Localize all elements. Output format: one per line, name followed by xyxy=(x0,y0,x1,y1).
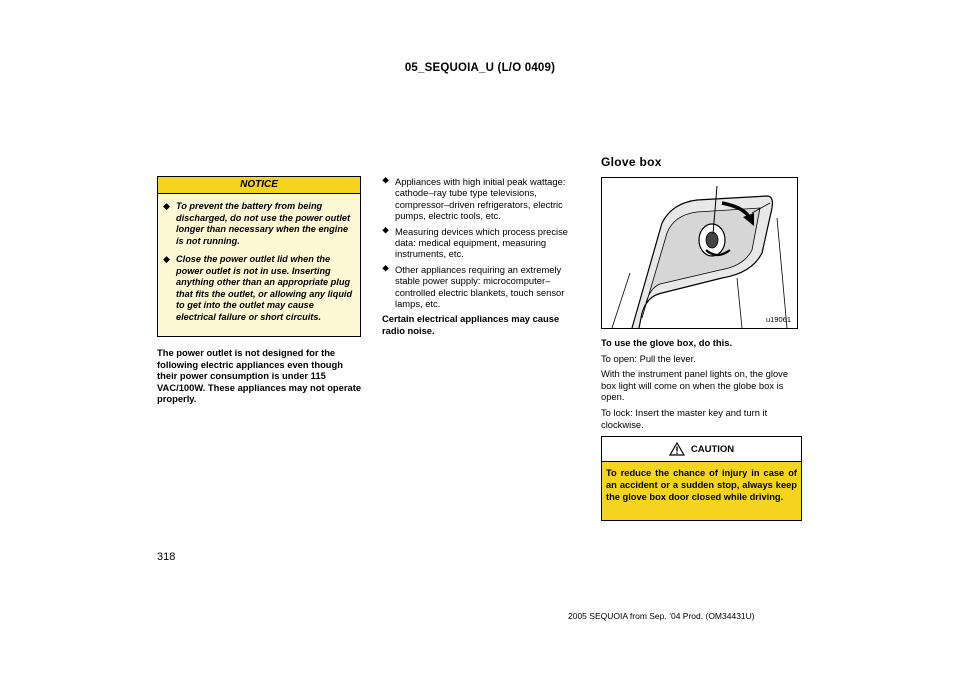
notice-item-text: Close the power outlet lid when the power outlet is not in use. Inserting anything other than an appropriate plug that fits the outlet, or allowing any liquid to get into the outlet may cause electrical failure or short circuits. xyxy=(176,254,353,322)
caution-box xyxy=(601,436,802,521)
caution-text: To reduce the chance of injury in case of an accident or a sudden stop, always keep the glove box door closed while driving. xyxy=(606,468,797,502)
radio-noise-note: Certain electrical appliances may cause radio noise. xyxy=(382,313,560,337)
page-footer: 2005 SEQUOIA from Sep. ’04 Prod. (OM34431U) xyxy=(568,611,755,621)
diamond-bullet-icon: ◆ xyxy=(163,201,171,211)
instruction-paragraph: With the instrument panel lights on, the glove box light will come on when the globe box is open. xyxy=(601,368,789,403)
diamond-bullet-icon: ⯁ xyxy=(382,263,390,274)
diamond-bullet-icon: ◆ xyxy=(163,254,171,264)
instruction-paragraph: To open: Pull the lever. xyxy=(601,352,696,364)
list-item-text: Other appliances requiring an extremely stable power supply: microcomputer–controlled electric blankets, touch sensor lamps, etc. xyxy=(395,263,565,310)
list-item-text: Appliances with high initial peak wattage: cathode–ray tube type televisions, compressor–driven refrigerators, electric pumps, electric tools, etc. xyxy=(395,176,566,222)
notice-item xyxy=(158,254,360,323)
caution-heading: CAUTION xyxy=(690,443,735,455)
notice-box xyxy=(157,176,361,337)
list-item xyxy=(382,264,580,310)
warning-triangle-icon xyxy=(669,442,685,456)
notice-heading: NOTICE xyxy=(158,177,360,194)
notice-item-text: To prevent the battery from being discharged, do not use the power outlet longer than necessary when the engine is not running. xyxy=(176,201,351,246)
instruction-paragraph: To lock: Insert the master key and turn it clockwise. xyxy=(601,406,768,430)
glove-box-instructions xyxy=(601,337,801,434)
appliance-list xyxy=(382,176,580,337)
caution-header xyxy=(602,437,801,462)
list-item xyxy=(382,176,580,222)
page-header: 05_SEQUOIA_U (L/O 0409) xyxy=(404,62,556,74)
section-title: Glove box xyxy=(601,155,662,169)
diamond-bullet-icon: ⯁ xyxy=(382,176,390,186)
diamond-bullet-icon: ⯁ xyxy=(382,225,390,236)
power-outlet-paragraph: The power outlet is not designed for the following electric appliances even though their power consumption is under 115 VAC/100W. These appliances may not operate properly. xyxy=(157,347,362,405)
page-number: 318 xyxy=(157,551,176,563)
figure-label: u19061 xyxy=(765,315,791,324)
glove-box-figure xyxy=(601,177,798,329)
list-item xyxy=(382,226,580,260)
list-item-text: Measuring devices which process precise data: medical equipment, measuring instruments, etc. xyxy=(395,225,568,260)
glove-box-illustration xyxy=(602,178,797,328)
notice-item xyxy=(158,201,360,247)
glove-box-intro: To use the glove box, do this. xyxy=(601,337,733,348)
